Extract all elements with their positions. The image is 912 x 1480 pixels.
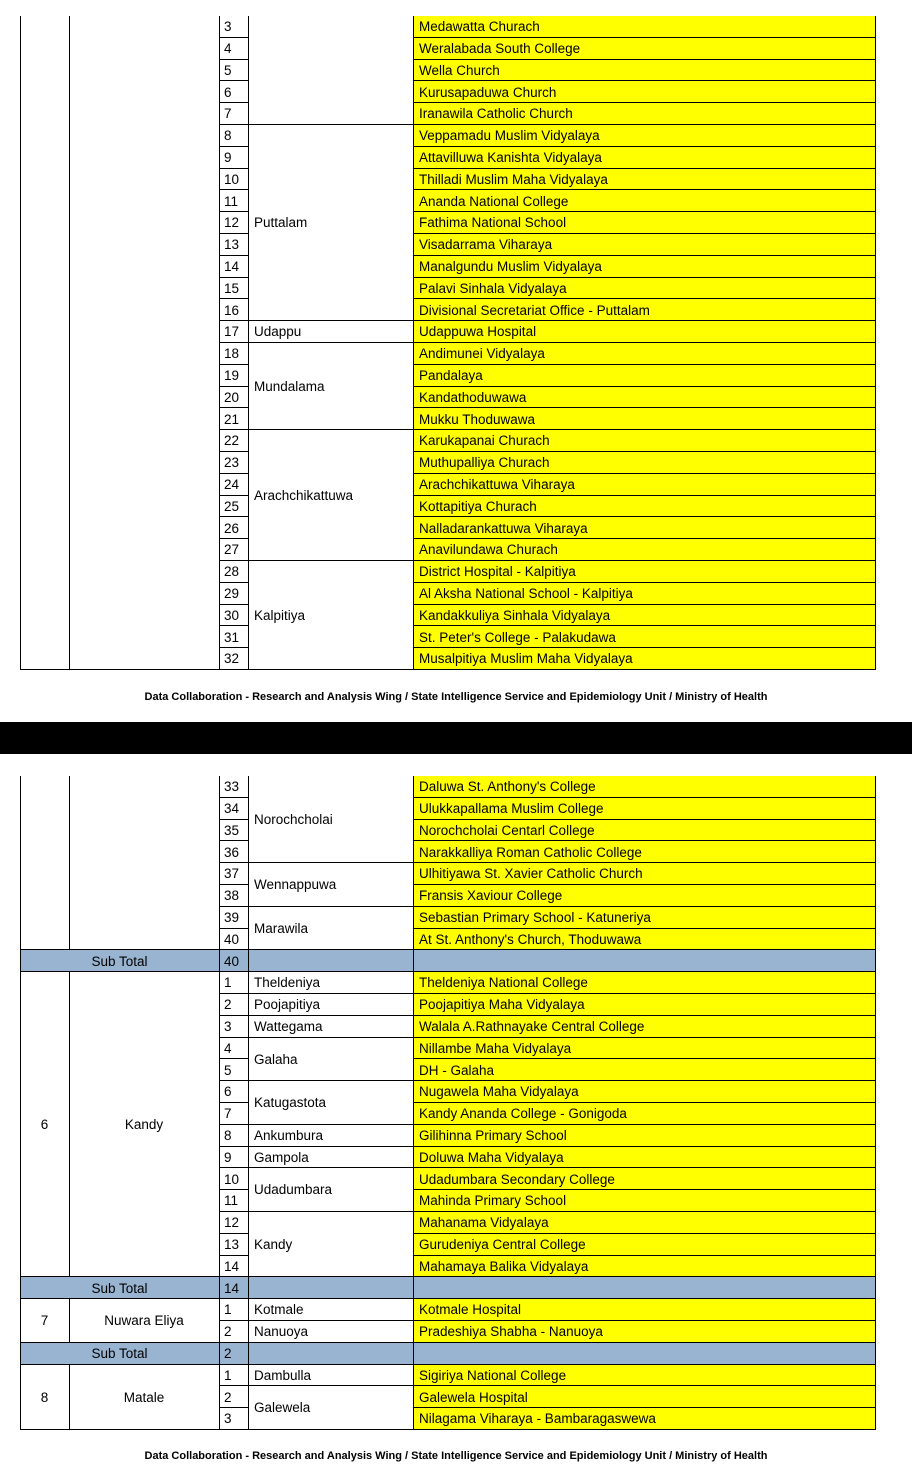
row-number: 12 [224, 215, 240, 231]
table-rule [219, 1016, 220, 1038]
vaccination-centre: Al Aksha National School - Kalpitiya [413, 583, 875, 605]
row-number: 1 [224, 975, 232, 991]
moh-area: Poojapitiya [254, 997, 321, 1013]
table-rule [413, 929, 414, 951]
table-rule [413, 1343, 414, 1365]
table-rule [219, 1212, 220, 1234]
row-number: 34 [224, 800, 240, 816]
row-number: 2 [224, 1324, 232, 1340]
vaccination-centre: Attavilluwa Kanishta Vidyalaya [413, 147, 875, 169]
vaccination-centre: Kurusapaduwa Church [413, 81, 875, 103]
table-rule [413, 841, 414, 863]
table-rule [69, 907, 70, 929]
row-number: 9 [224, 149, 232, 165]
vaccination-centre: St. Peter's College - Palakudawa [413, 626, 875, 648]
moh-area: Galaha [254, 1051, 298, 1067]
vaccination-centre: Mahanama Vidyalaya [413, 1212, 875, 1234]
table-rule [248, 1276, 413, 1277]
page-1-footer: Data Collaboration - Research and Analysis Wing / State Intelligence Service and Epidemiology Unit / Ministry of Health [144, 691, 768, 703]
table-rule [248, 950, 249, 972]
row-number: 13 [224, 1236, 240, 1252]
row-number: 3 [224, 1018, 232, 1034]
table-rule [20, 841, 21, 863]
row-number: 9 [224, 1149, 232, 1165]
row-number: 27 [224, 542, 240, 558]
table-rule [413, 1256, 414, 1278]
moh-area: Puttalam [254, 215, 308, 231]
table-rule [219, 1408, 220, 1430]
table-rule [219, 994, 220, 1016]
row-number: 12 [224, 1215, 240, 1231]
table-rule [219, 929, 220, 951]
district-name: Nuwara Eliya [104, 1313, 184, 1329]
table-rule [875, 1256, 876, 1278]
table-rule [20, 929, 21, 951]
table-rule [248, 949, 413, 950]
vaccination-centre: Sebastian Primary School - Katuneriya [413, 907, 875, 929]
table-rule [69, 841, 70, 863]
moh-area: Mundalama [254, 378, 325, 394]
table-rule [219, 1103, 220, 1125]
table-rule [219, 820, 220, 842]
moh-area: Udadumbara [254, 1182, 333, 1198]
vaccination-centre: Theldeniya National College [413, 972, 875, 994]
table-rule [875, 820, 876, 842]
table-rule [875, 16, 876, 670]
table-rule [875, 1234, 876, 1256]
table-rule [875, 1103, 876, 1125]
table-rule [248, 669, 413, 670]
table-rule [248, 1342, 413, 1343]
table-rule [219, 885, 220, 907]
table-rule [219, 16, 220, 670]
table-rule [413, 1081, 414, 1103]
row-number: 11 [224, 193, 239, 209]
row-number: 7 [224, 1106, 232, 1122]
table-rule [875, 1081, 876, 1103]
row-number: 18 [224, 346, 240, 362]
vaccination-centre: Nillambe Maha Vidyalaya [413, 1038, 875, 1060]
table-rule [248, 1277, 249, 1299]
row-number: 6 [224, 84, 232, 100]
table-rule [875, 950, 876, 972]
table-rule [413, 1059, 414, 1081]
moh-area [248, 16, 413, 125]
row-number: 22 [224, 433, 240, 449]
table-rule [69, 820, 70, 842]
table-rule [875, 1408, 876, 1430]
row-number: 10 [224, 1171, 240, 1187]
table-rule [219, 1256, 220, 1278]
vaccination-centre: Divisional Secretariat Office - Puttalam [413, 299, 875, 321]
row-number: 35 [224, 822, 240, 838]
table-rule [413, 1103, 414, 1125]
vaccination-centre: Doluwa Maha Vidyalaya [413, 1147, 875, 1169]
table-rule [219, 669, 248, 670]
table-rule [219, 1125, 220, 1147]
vaccination-centre: Poojapitiya Maha Vidyalaya [413, 994, 875, 1016]
row-number: 8 [224, 1127, 232, 1143]
subtotal-label: Sub Total [20, 1343, 219, 1365]
table-rule [875, 1212, 876, 1234]
vaccination-centre: Fathima National School [413, 212, 875, 234]
moh-area: Dambulla [254, 1367, 312, 1383]
row-number: 1 [224, 1367, 232, 1383]
table-rule [875, 994, 876, 1016]
row-number: 24 [224, 476, 240, 492]
vaccination-centre: Karukapanai Churach [413, 430, 875, 452]
table-rule [875, 1168, 876, 1190]
row-number: 19 [224, 367, 240, 383]
vaccination-centre: Norochcholai Centarl College [413, 820, 875, 842]
vaccination-centre: Udappuwa Hospital [413, 321, 875, 343]
moh-area: Katugastota [254, 1095, 327, 1111]
table-rule [413, 1190, 414, 1212]
table-rule [20, 820, 21, 842]
page-separator-band [0, 722, 912, 754]
table-rule [875, 1343, 876, 1365]
table-rule [413, 1277, 414, 1299]
table-rule [20, 863, 21, 885]
table-rule [219, 1168, 220, 1190]
moh-area: Wattegama [254, 1018, 323, 1034]
row-number: 40 [224, 931, 240, 947]
vaccination-centre: Kandakkuliya Sinhala Vidyalaya [413, 605, 875, 627]
table-rule [248, 16, 249, 670]
table-rule [20, 1277, 21, 1299]
row-number: 4 [224, 1040, 232, 1056]
subtotal-count: 40 [219, 950, 248, 972]
table-rule [413, 1147, 414, 1169]
table-rule [875, 798, 876, 820]
table-rule [219, 1321, 220, 1343]
row-number: 17 [224, 324, 240, 340]
table-rule [20, 949, 875, 950]
row-number: 25 [224, 498, 240, 514]
table-rule [20, 16, 21, 670]
table-rule [875, 776, 876, 798]
moh-area: Udappu [254, 324, 302, 340]
table-rule [413, 1321, 414, 1343]
table-rule [875, 1299, 876, 1321]
vaccination-centre: Mahamaya Balika Vidyalaya [413, 1256, 875, 1278]
table-rule [413, 1299, 414, 1321]
vaccination-centre: Visadarrama Viharaya [413, 234, 875, 256]
table-rule [413, 820, 414, 842]
table-rule [219, 1343, 220, 1365]
table-rule [875, 1147, 876, 1169]
vaccination-centre: Ananda National College [413, 190, 875, 212]
table-rule [875, 841, 876, 863]
table-rule [875, 1365, 876, 1387]
vaccination-centre: Walala A.Rathnayake Central College [413, 1016, 875, 1038]
vaccination-centre: Weralabada South College [413, 38, 875, 60]
table-rule [219, 1299, 220, 1321]
vaccination-centre: Fransis Xaviour College [413, 885, 875, 907]
table-rule [413, 776, 414, 798]
table-rule [875, 929, 876, 951]
vaccination-centre: Muthupalliya Churach [413, 452, 875, 474]
table-rule [413, 972, 414, 994]
table-rule [20, 1429, 875, 1430]
row-number: 28 [224, 564, 240, 580]
district-number: 8 [40, 1389, 49, 1405]
row-number: 14 [224, 258, 240, 274]
table-rule [219, 776, 220, 798]
row-number: 32 [224, 651, 240, 667]
row-number: 2 [224, 997, 232, 1013]
table-rule [875, 907, 876, 929]
row-number: 1 [224, 1302, 232, 1318]
vaccination-centre: Musalpitiya Muslim Maha Vidyalaya [413, 648, 875, 670]
table-rule [875, 1277, 876, 1299]
row-number: 7 [224, 106, 232, 122]
moh-area: Kandy [254, 1236, 293, 1252]
moh-area: Theldeniya [254, 975, 321, 991]
table-rule [219, 863, 220, 885]
table-rule [413, 907, 414, 929]
table-rule [69, 16, 70, 670]
vaccination-centre: Palavi Sinhala Vidyalaya [413, 278, 875, 300]
table-rule [875, 1190, 876, 1212]
vaccination-centre: Daluwa St. Anthony's College [413, 776, 875, 798]
moh-area: Kalpitiya [254, 607, 306, 623]
table-rule [875, 863, 876, 885]
subtotal-count: 14 [219, 1277, 248, 1299]
table-rule [875, 1038, 876, 1060]
row-number: 3 [224, 1411, 232, 1427]
vaccination-centre: Manalgundu Muslim Vidyalaya [413, 256, 875, 278]
row-number: 14 [224, 1258, 240, 1274]
table-rule [413, 994, 414, 1016]
row-number: 13 [224, 237, 240, 253]
table-rule [219, 1081, 220, 1103]
row-number: 21 [224, 411, 240, 427]
vaccination-centre: Anavilundawa Churach [413, 539, 875, 561]
row-number: 23 [224, 455, 240, 471]
row-number: 6 [224, 1084, 232, 1100]
table-rule [219, 1365, 220, 1387]
row-number: 3 [224, 19, 232, 35]
moh-area: Arachchikattuwa [254, 487, 354, 503]
moh-area: Nanuoya [254, 1324, 309, 1340]
table-rule [875, 1386, 876, 1408]
table-rule [69, 863, 70, 885]
table-rule [413, 950, 414, 972]
vaccination-centre: Mukku Thoduwawa [413, 408, 875, 430]
table-rule [875, 1016, 876, 1038]
row-number: 4 [224, 40, 232, 56]
table-rule [69, 885, 70, 907]
district-number: 6 [40, 1117, 49, 1133]
table-rule [20, 1343, 21, 1365]
moh-area: Wennappuwa [254, 877, 337, 893]
table-rule [20, 776, 21, 798]
row-number: 37 [224, 866, 240, 882]
page-2-footer: Data Collaboration - Research and Analysis Wing / State Intelligence Service and Epidemiology Unit / Ministry of Health [144, 1450, 768, 1462]
table-rule [20, 1342, 219, 1343]
vaccination-centre: Iranawila Catholic Church [413, 103, 875, 125]
vaccination-centre: Kandathoduwawa [413, 387, 875, 409]
table-rule [875, 972, 876, 994]
vaccination-centre: Thilladi Muslim Maha Vidyalaya [413, 169, 875, 191]
row-number: 5 [224, 62, 232, 78]
vaccination-centre: Gurudeniya Central College [413, 1234, 875, 1256]
row-number: 33 [224, 779, 240, 795]
table-rule [413, 1234, 414, 1256]
moh-area: Ankumbura [254, 1127, 324, 1143]
table-rule [20, 907, 21, 929]
table-rule [875, 1125, 876, 1147]
table-rule [219, 798, 220, 820]
table-rule [413, 1125, 414, 1147]
table-rule [413, 863, 414, 885]
table-rule [20, 1276, 219, 1277]
table-rule [20, 885, 21, 907]
vaccination-centre: Sigiriya National College [413, 1365, 875, 1387]
vaccination-centre: DH - Galaha [413, 1059, 875, 1081]
table-rule [875, 885, 876, 907]
moh-area: Marawila [254, 920, 309, 936]
table-rule [413, 885, 414, 907]
vaccination-centre: Nugawela Maha Vidyalaya [413, 1081, 875, 1103]
table-rule [413, 16, 414, 670]
table-rule [413, 1038, 414, 1060]
vaccination-centre: Andimunei Vidyalaya [413, 343, 875, 365]
table-rule [219, 1147, 220, 1169]
moh-area: Galewela [254, 1400, 311, 1416]
subtotal-label: Sub Total [20, 950, 219, 972]
district-number: 7 [40, 1313, 49, 1329]
table-rule [413, 1365, 414, 1387]
table-rule [413, 1168, 414, 1190]
table-rule [20, 950, 21, 972]
row-number: 38 [224, 888, 240, 904]
row-number: 20 [224, 389, 240, 405]
subtotal-label: Sub Total [20, 1277, 219, 1299]
vaccination-centre: Nilagama Viharaya - Bambaragaswewa [413, 1408, 875, 1430]
vaccination-centre: Udadumbara Secondary College [413, 1168, 875, 1190]
table-rule [875, 1059, 876, 1081]
table-rule [69, 929, 70, 951]
vaccination-centre: Pradeshiya Shabha - Nanuoya [413, 1321, 875, 1343]
row-number: 11 [224, 1193, 239, 1209]
table-rule [413, 669, 875, 670]
vaccination-centre: Arachchikattuwa Viharaya [413, 474, 875, 496]
subtotal-count: 2 [219, 1343, 248, 1365]
district-name: Matale [123, 1389, 165, 1405]
row-number: 31 [224, 629, 240, 645]
table-rule [219, 950, 220, 972]
vaccination-centre: Medawatta Churach [413, 16, 875, 38]
row-number: 29 [224, 585, 240, 601]
district-name: Kandy [124, 1117, 164, 1133]
moh-area: Kotmale [254, 1302, 304, 1318]
table-rule [413, 1386, 414, 1408]
table-rule [219, 1190, 220, 1212]
row-number: 2 [224, 1389, 232, 1405]
table-rule [20, 798, 21, 820]
table-rule [219, 907, 220, 929]
table-rule [219, 1277, 220, 1299]
table-rule [219, 1386, 220, 1408]
vaccination-centre: Galewela Hospital [413, 1386, 875, 1408]
vaccination-centre: Pandalaya [413, 365, 875, 387]
table-rule [219, 972, 220, 994]
row-number: 30 [224, 607, 240, 623]
vaccination-centre: Narakkalliya Roman Catholic College [413, 841, 875, 863]
table-rule [219, 1234, 220, 1256]
row-number: 8 [224, 128, 232, 144]
table-rule [248, 1343, 249, 1365]
vaccination-centre: District Hospital - Kalpitiya [413, 561, 875, 583]
row-number: 16 [224, 302, 240, 318]
row-number: 15 [224, 280, 240, 296]
vaccination-centre: Nalladarankattuwa Viharaya [413, 517, 875, 539]
table-rule [413, 1408, 414, 1430]
table-rule [413, 1212, 414, 1234]
table-rule [219, 1038, 220, 1060]
table-rule [413, 798, 414, 820]
table-rule [20, 669, 219, 670]
row-number: 10 [224, 171, 240, 187]
moh-area: Norochcholai [254, 811, 333, 827]
vaccination-centre: Kottapitiya Churach [413, 496, 875, 518]
table-rule [219, 841, 220, 863]
table-rule [413, 1016, 414, 1038]
vaccination-centre: Veppamadu Muslim Vidyalaya [413, 125, 875, 147]
table-rule [219, 1059, 220, 1081]
moh-area: Gampola [254, 1149, 309, 1165]
table-rule [875, 1321, 876, 1343]
vaccination-centre: Kandy Ananda College - Gonigoda [413, 1103, 875, 1125]
table-rule [69, 798, 70, 820]
vaccination-centre: Gilihinna Primary School [413, 1125, 875, 1147]
vaccination-centre: At St. Anthony's Church, Thoduwawa [413, 929, 875, 951]
row-number: 5 [224, 1062, 232, 1078]
row-number: 26 [224, 520, 240, 536]
row-number: 36 [224, 844, 240, 860]
vaccination-centre: Wella Church [413, 60, 875, 82]
row-number: 39 [224, 909, 240, 925]
vaccination-centre: Ulukkapallama Muslim College [413, 798, 875, 820]
vaccination-centre: Kotmale Hospital [413, 1299, 875, 1321]
vaccination-centre: Ulhitiyawa St. Xavier Catholic Church [413, 863, 875, 885]
table-rule [69, 776, 70, 798]
vaccination-centre: Mahinda Primary School [413, 1190, 875, 1212]
